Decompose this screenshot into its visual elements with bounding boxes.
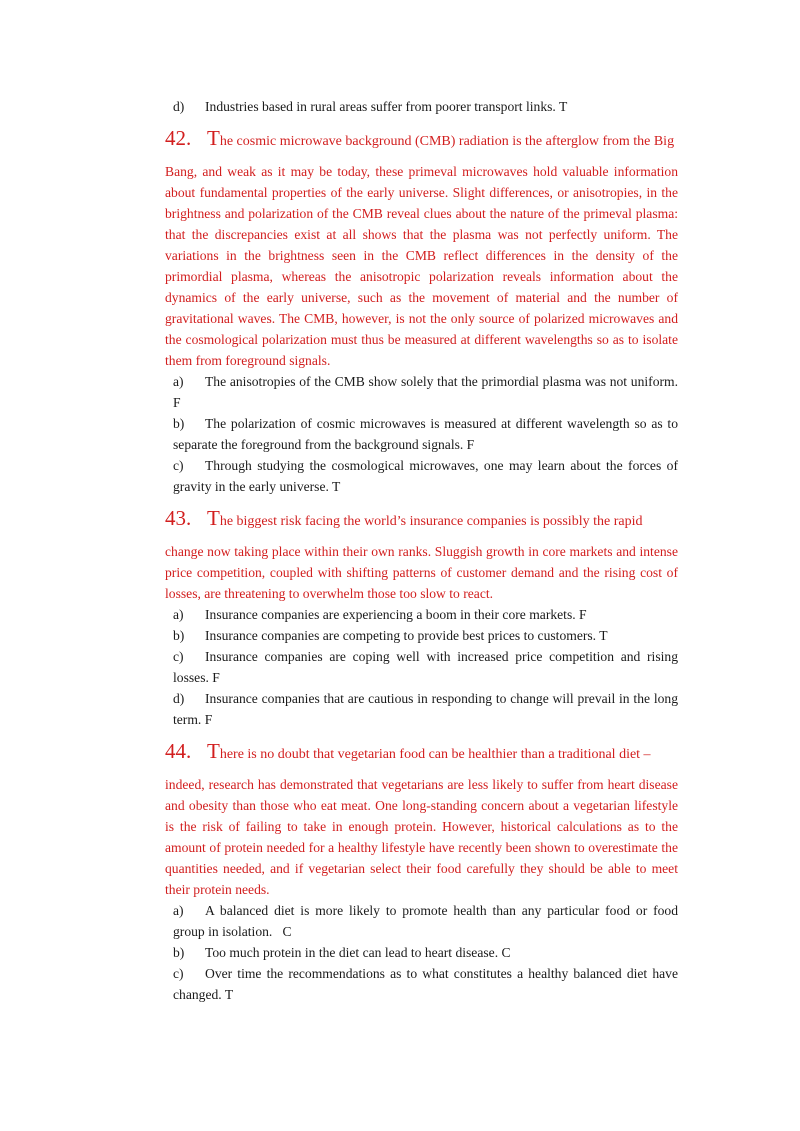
- option-label: d): [173, 99, 185, 114]
- drop-letter: T: [207, 126, 220, 150]
- prev-option-d: [165, 96, 678, 117]
- option-b: [165, 413, 678, 455]
- option-b: [165, 625, 678, 646]
- question-first-line: he cosmic microwave background (CMB) radiation is the afterglow from the Big: [219, 134, 675, 149]
- option-text: The anisotropies of the CMB show solely that the primordial plasma was not uniform. F: [173, 374, 678, 410]
- option-label: b): [173, 945, 185, 960]
- option-b: [165, 942, 678, 963]
- question-head: [165, 127, 678, 153]
- option-label: b): [173, 416, 185, 431]
- option-text: Insurance companies that are cautious in responding to change will prevail in the long term. F: [173, 691, 678, 727]
- option-d: [165, 688, 678, 730]
- question-first-line: he biggest risk facing the world’s insurance companies is possibly the rapid: [219, 514, 643, 529]
- option-text: The polarization of cosmic microwaves is measured at different wavelength so as to separate the foreground from the background signals. F: [173, 416, 678, 452]
- option-text: A balanced diet is more likely to promote health than any particular food or food group in isolation. C: [173, 903, 682, 939]
- question-number: 43.: [165, 506, 192, 530]
- question-head: [165, 507, 678, 533]
- question-number: 44.: [165, 739, 192, 763]
- question-44: [165, 739, 682, 1005]
- option-label: b): [173, 628, 185, 643]
- option-label: a): [173, 607, 184, 622]
- question-passage: indeed, research has demonstrated that vegetarians are less likely to suffer from heart disease and obesity than those who eat meat. One long-standing concern about a vegetarian lifestyle is the risk of failing to take in enough protein. However, historical calculations as to the amount of protein needed for a healthy lifestyle have recently been shown to overestimate the quantities needed, and if vegetarian select their food carefully they should be able to meet their protein needs.: [165, 777, 678, 897]
- option-text: Insurance companies are competing to provide best prices to customers. T: [205, 628, 608, 643]
- option-label: a): [173, 903, 184, 918]
- drop-letter: T: [207, 739, 220, 763]
- question-head: [165, 740, 678, 766]
- option-a: [165, 604, 678, 625]
- option-text: Industries based in rural areas suffer from poorer transport links. T: [205, 99, 568, 114]
- option-a: [165, 371, 678, 413]
- question-passage: Bang, and weak as it may be today, these primeval microwaves hold valuable information about fundamental properties of the early universe. Slight differences, or anisotropies, in the brightness and polarization of the CMB reveal clues about the nature of the primeval plasma: that the discrepancies exist at all shows that the plasma was not perfectly uniform. The variations in the brightness seen in the CMB reflect differences in the density of the primordial plasma, whereas the anisotropic polarization reveals information about the dynamics of the early universe, such as the movement of material and the number of gravitational waves. The CMB, however, is not the only source of polarized microwaves and the cosmological polarization must thus be measured at different wavelengths so as to isolate them from foreground signals.: [165, 164, 678, 368]
- option-c: [165, 455, 678, 497]
- option-text: Too much protein in the diet can lead to heart disease. C: [205, 945, 511, 960]
- option-text: Through studying the cosmological microwaves, one may learn about the forces of gravity in the early universe. T: [173, 458, 678, 494]
- option-label: c): [173, 966, 184, 981]
- option-c: [165, 963, 678, 1005]
- option-text: Over time the recommendations as to what constitutes a healthy balanced diet have changed. T: [173, 966, 678, 1002]
- question-43: [165, 507, 678, 730]
- question-number: 42.: [165, 126, 192, 150]
- question-first-line: here is no doubt that vegetarian food can be healthier than a traditional diet –: [219, 747, 651, 762]
- question-passage: change now taking place within their own ranks. Sluggish growth in core markets and intense price competition, coupled with shifting patterns of customer demand and the rising cost of losses, are threatening to overwhelm those too slow to react.: [165, 544, 678, 601]
- drop-letter: T: [207, 506, 220, 530]
- option-label: c): [173, 649, 184, 664]
- option-label: a): [173, 374, 184, 389]
- page-content: [165, 96, 682, 1005]
- option-text: Insurance companies are experiencing a boom in their core markets. F: [205, 607, 587, 622]
- option-a: [165, 900, 682, 942]
- question-42: [165, 127, 678, 497]
- option-label: d): [173, 691, 185, 706]
- option-text: Insurance companies are coping well with increased price competition and rising losses. F: [173, 649, 678, 685]
- option-label: c): [173, 458, 184, 473]
- option-c: [165, 646, 678, 688]
